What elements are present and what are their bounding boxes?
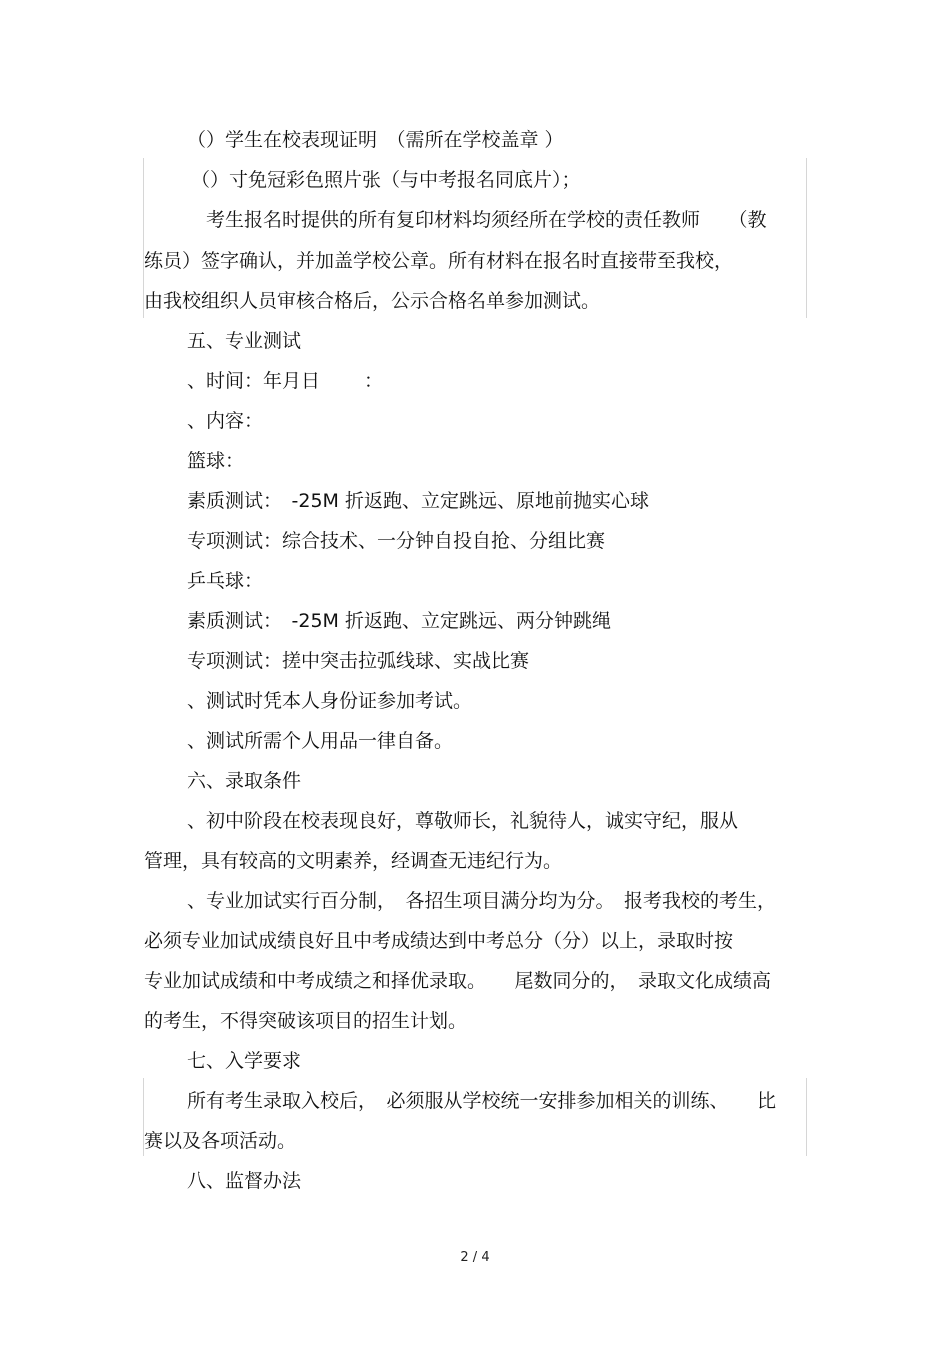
text-line: 、时间：年月日 ： <box>187 370 384 392</box>
section-heading: 七、入学要求 <box>187 1050 302 1072</box>
text-line: 的考生，不得突破该项目的招生计划。 <box>144 1010 468 1032</box>
text-line: 素质测试： -25M 折返跑、立定跳远、原地前抛实心球 <box>187 490 649 512</box>
text-line: 素质测试： -25M 折返跑、立定跳远、两分钟跳绳 <box>187 610 611 632</box>
right-margin-rule-1 <box>806 158 807 318</box>
section-heading: 五、专业测试 <box>187 330 302 352</box>
text-line: 专项测试：综合技术、一分钟自投自抢、分组比赛 <box>187 530 606 552</box>
text-line: 乒乓球： <box>187 570 264 592</box>
text-line: 必须专业加试成绩良好且中考成绩达到中考总分（分）以上，录取时按 <box>144 930 734 952</box>
text-line: 篮球： <box>187 450 245 472</box>
text-line: 考生报名时提供的所有复印材料均须经所在学校的责任教师 （教 <box>206 209 767 231</box>
text-line: （）寸免冠彩色照片张（与中考报名同底片）； <box>191 169 581 191</box>
section-heading: 六、录取条件 <box>187 770 302 792</box>
right-margin-rule-2 <box>806 1078 807 1156</box>
text-line: 练员）签字确认，并加盖学校公章。所有材料在报名时直接带至我校， <box>144 250 734 272</box>
text-line: 专业加试成绩和中考成绩之和择优录取。 尾数同分的， 录取文化成绩高 <box>144 970 772 992</box>
page-number: 2 / 4 <box>460 1250 490 1265</box>
text-line: 由我校组织人员审核合格后，公示合格名单参加测试。 <box>144 290 601 312</box>
text-line: 赛以及各项活动。 <box>144 1130 297 1152</box>
text-line: 所有考生录取入校后， 必须服从学校统一安排参加相关的训练、 比 <box>187 1090 777 1112</box>
text-line: 、测试所需个人用品一律自备。 <box>187 730 454 752</box>
text-line: 、初中阶段在校表现良好，尊敬师长，礼貌待人，诚实守纪，服从 <box>187 810 739 832</box>
text-line: 专项测试：搓中突击拉弧线球、实战比赛 <box>187 650 530 672</box>
text-line: 、内容： <box>187 410 264 432</box>
text-line: 管理，具有较高的文明素养，经调查无违纪行为。 <box>144 850 563 872</box>
section-heading: 八、监督办法 <box>187 1170 302 1192</box>
text-line: （）学生在校表现证明 （需所在学校盖章 ） <box>187 129 564 151</box>
text-line: 、专业加试实行百分制， 各招生项目满分均为分。 报考我校的考生， <box>187 890 777 912</box>
text-line: 、测试时凭本人身份证参加考试。 <box>187 690 473 712</box>
